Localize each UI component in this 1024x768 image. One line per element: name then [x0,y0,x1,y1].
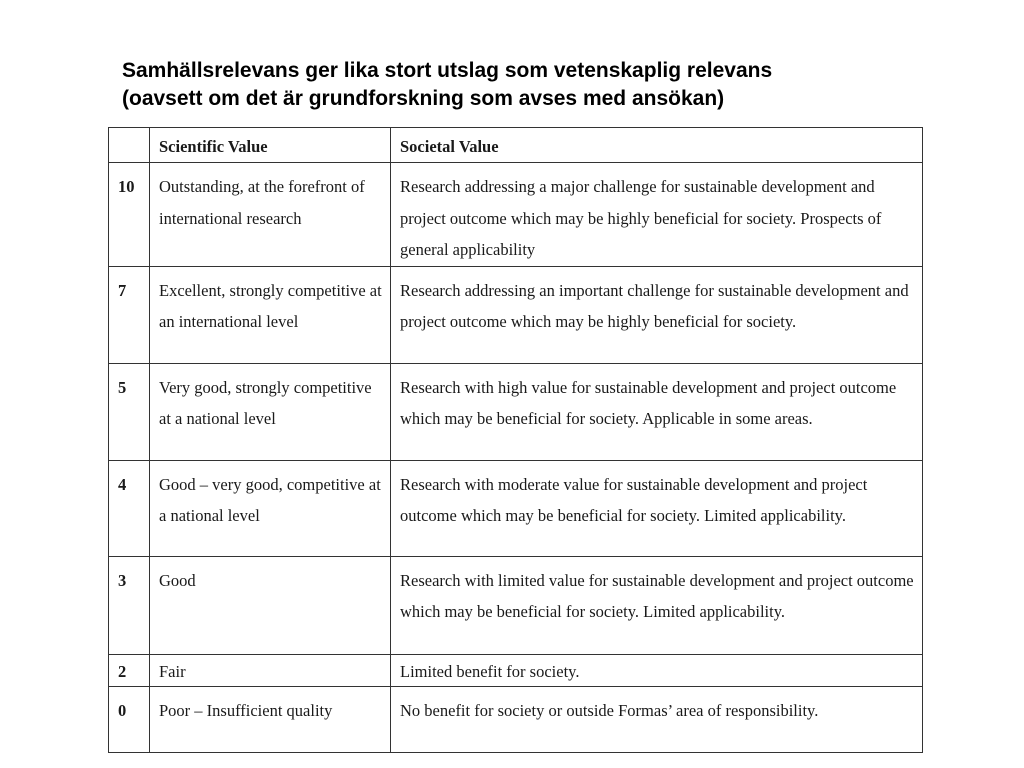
grade-cell: 10 [109,163,150,267]
table-row [109,686,923,752]
grade-cell: 2 [109,654,150,686]
scientific-value-cell: Good – very good, competitive at a national level [150,460,391,556]
societal-value-cell: No benefit for society or outside Formas’ area of responsibility. [391,686,923,752]
scientific-value-cell: Outstanding, at the forefront of international research [150,163,391,267]
grade-cell: 0 [109,686,150,752]
header-grade [109,128,150,163]
slide-title [122,57,982,113]
societal-value-cell: Research with limited value for sustainable development and project outcome which may be beneficial for society. Limited applicability. [391,556,923,654]
scientific-value-cell: Good [150,556,391,654]
slide-title-line-1: Samhällsrelevans ger lika stort utslag som vetenskaplig relevans [122,59,773,82]
table-header-row [109,128,923,163]
table-row [109,266,923,363]
header-scientific-value: Scientific Value [150,128,391,163]
table-row [109,654,923,686]
grade-cell: 4 [109,460,150,556]
societal-value-cell: Limited benefit for society. [391,654,923,686]
table-row [109,556,923,654]
grade-cell: 7 [109,266,150,363]
scientific-value-cell: Poor – Insufficient quality [150,686,391,752]
scientific-value-cell: Excellent, strongly competitive at an international level [150,266,391,363]
table-row [109,163,923,267]
societal-value-cell: Research with moderate value for sustainable development and project outcome which may be beneficial for society. Limited applicability. [391,460,923,556]
grading-table [108,127,923,753]
table-row [109,460,923,556]
societal-value-cell: Research addressing an important challenge for sustainable development and project outcome which may be highly beneficial for society. [391,266,923,363]
scientific-value-cell: Fair [150,654,391,686]
societal-value-cell: Research with high value for sustainable development and project outcome which may be beneficial for society. Applicable in some areas. [391,363,923,460]
grade-cell: 5 [109,363,150,460]
scientific-value-cell: Very good, strongly competitive at a national level [150,363,391,460]
societal-value-cell: Research addressing a major challenge for sustainable development and project outcome which may be highly beneficial for society. Prospects of general applicability [391,163,923,267]
grade-cell: 3 [109,556,150,654]
slide-title-line-2: (oavsett om det är grundforskning som avses med ansökan) [122,87,725,110]
table-row [109,363,923,460]
header-societal-value: Societal Value [391,128,923,163]
